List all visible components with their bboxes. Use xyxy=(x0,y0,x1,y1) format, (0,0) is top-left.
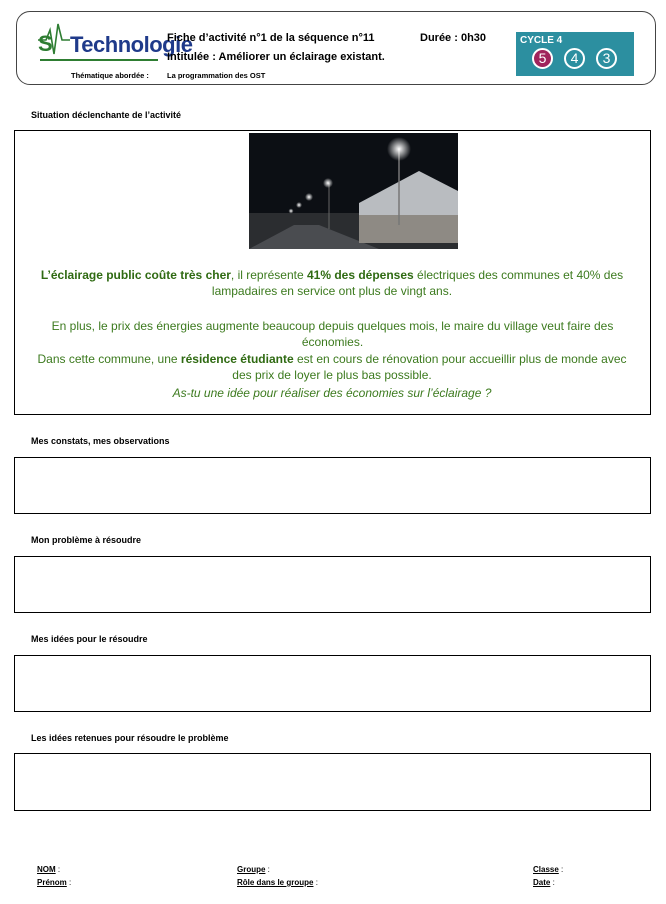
footer-groupe-label: Groupe xyxy=(237,865,266,874)
activity-sheet-title: Fiche d’activité n°1 de la séquence n°11 xyxy=(167,32,375,44)
theme-label: Thématique abordée : xyxy=(71,71,149,80)
situation-p3-bold: résidence étudiante xyxy=(180,352,294,366)
situation-question xyxy=(32,385,632,401)
observations-title: Mes constats, mes observations xyxy=(31,436,170,446)
footer-prenom-colon: : xyxy=(66,878,72,887)
footer-prenom xyxy=(37,872,71,890)
situation-p3-text-a: Dans cette commune, une xyxy=(37,352,181,366)
situation-paragraph-1 xyxy=(32,267,632,299)
footer-prenom-label: Prénom xyxy=(37,878,67,887)
situation-p1-bold: L’éclairage public coûte très cher xyxy=(40,268,231,282)
footer-date-colon: : xyxy=(550,878,555,887)
ideas-answer-box[interactable] xyxy=(14,655,651,712)
ideas-title: Mes idées pour le résoudre xyxy=(31,634,148,644)
situation-p3-text-b: est en cours de rénovation pour accueillir plus de monde avec des prix de loyer le plus bas possible. xyxy=(232,352,627,382)
footer-groupe-colon: : xyxy=(265,865,270,874)
logo xyxy=(36,20,193,72)
situation-p1-bold2: 41% des dépenses xyxy=(306,268,414,282)
cycle-level-4: 4 xyxy=(564,48,585,69)
footer-role-label: Rôle dans le groupe xyxy=(237,878,314,887)
situation-p1-text-a: , il représente xyxy=(230,268,307,282)
situation-question-text: As-tu une idée pour réaliser des économies sur l’éclairage ? xyxy=(172,386,492,400)
cycle-badge xyxy=(516,32,634,76)
footer-role-colon: : xyxy=(313,878,318,887)
footer-date xyxy=(533,872,555,890)
problem-title: Mon problème à résoudre xyxy=(31,535,142,545)
duration: Durée : 0h30 xyxy=(420,32,487,44)
activity-name: Intitulée : Améliorer un éclairage existant. xyxy=(167,51,385,63)
footer-nom-label: NOM xyxy=(37,865,56,874)
observations-answer-box[interactable] xyxy=(14,457,651,514)
situation-paragraph-3 xyxy=(32,351,632,383)
street-lighting-photo xyxy=(249,133,458,249)
footer-nom-colon: : xyxy=(55,865,61,874)
footer-classe-colon: : xyxy=(558,865,564,874)
footer-date-label: Date xyxy=(533,878,551,887)
cycle-level-5: 5 xyxy=(532,48,553,69)
footer-role xyxy=(237,872,318,890)
cycle-label: CYCLE 4 xyxy=(520,35,563,46)
footer-classe-label: Classe xyxy=(533,865,559,874)
cycle-level-3: 3 xyxy=(596,48,617,69)
retained-ideas-title: Les idées retenues pour résoudre le problème xyxy=(31,733,229,743)
situation-title: Situation déclenchante de l’activité xyxy=(31,110,182,120)
logo-s: S xyxy=(38,31,53,56)
problem-answer-box[interactable] xyxy=(14,556,651,613)
situation-paragraph-2: En plus, le prix des énergies augmente beaucoup depuis quelques mois, le maire du village veut faire des économies. xyxy=(51,319,614,349)
situation-p1-text-b: électriques des communes et 40% des lampadaires en service ont plus de vingt ans. xyxy=(211,268,624,298)
theme-value: La programmation des OST xyxy=(167,71,266,80)
logo-text: Technologie xyxy=(70,32,193,57)
retained-ideas-answer-box[interactable] xyxy=(14,753,651,811)
